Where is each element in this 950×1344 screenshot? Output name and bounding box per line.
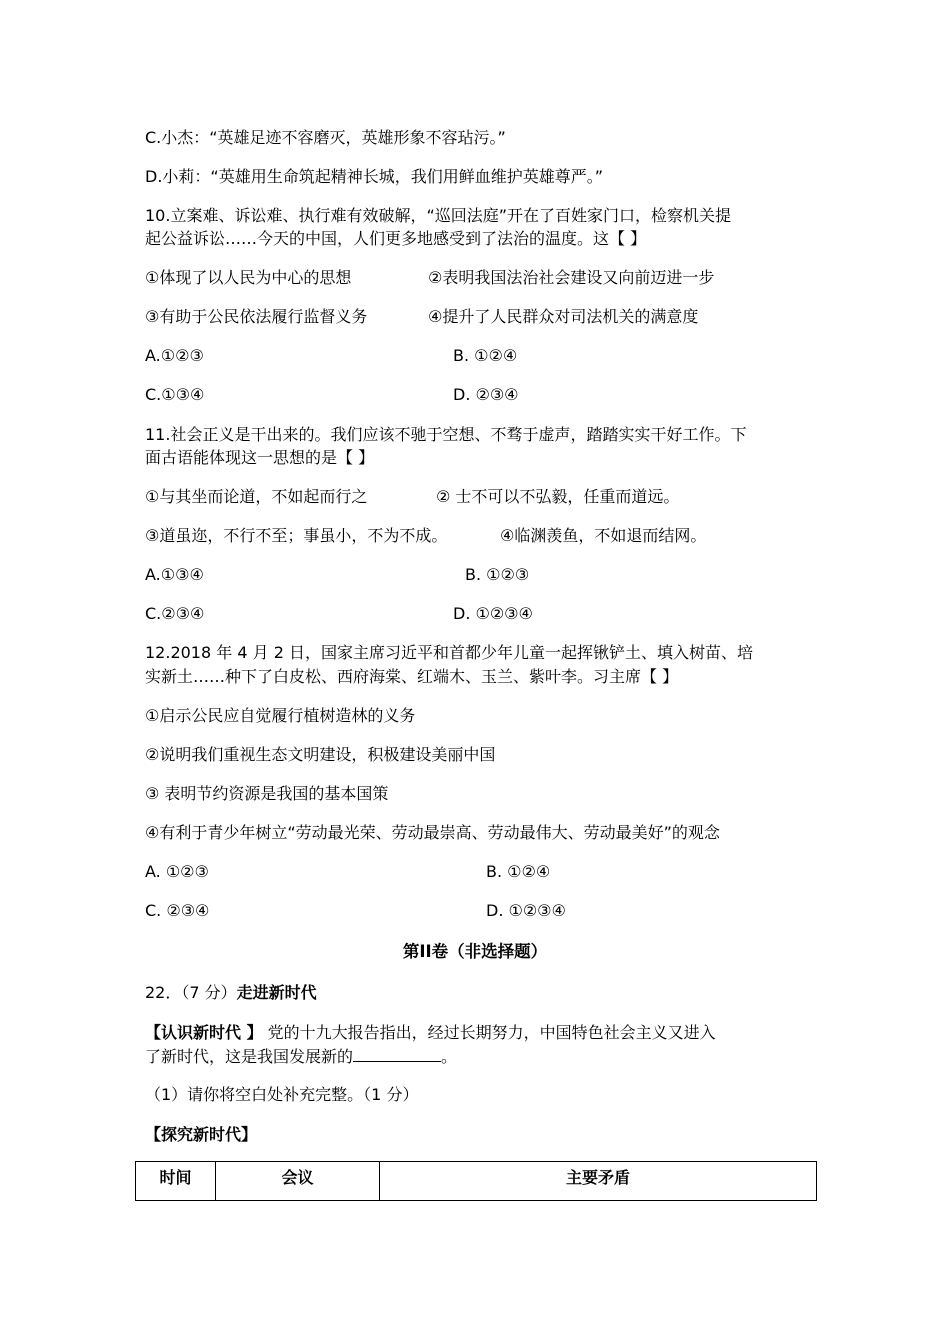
header-meeting: 会议 [216,1162,380,1201]
choice-d: D. ①②③④ [453,604,533,623]
intro-text-after-blank: 。 [441,1047,458,1066]
section-tag-explore: 【探究新时代】 [145,1125,258,1144]
section-tag-recognize: 【认识新时代 】 [145,1023,263,1042]
question-11-choices-row2 [145,603,533,625]
question-22-intro-line1 [145,1022,716,1044]
choice-c: C. ②③④ [145,901,210,920]
choice-a: A. ①②③ [145,862,209,881]
question-12-choices-row1 [145,861,551,883]
question-10-choices-row1 [145,345,518,367]
header-time: 时间 [136,1162,216,1201]
question-22-title: 走进新时代 [236,983,317,1002]
choice-d: D. ②③④ [453,385,519,404]
question-12-stem-line2: 实新土……种下了白皮松、西府海棠、红端木、玉兰、紫叶李。习主席【 】 [145,667,679,686]
question-12-stem-line1: 12.2018 年 4 月 2 日，国家主席习近平和首都少年儿童一起挥锹铲土、填入树苗、培 [145,643,753,662]
choice-c: C.①③④ [145,385,205,404]
statement-2: ② 士不可以不弘毅，任重而道远。 [436,487,680,506]
question-10-choices-row2 [145,384,519,406]
choice-a: A.①③④ [145,565,204,584]
question-22-heading [145,982,317,1004]
statement-3: ③道虽迩，不行不至；事虽小，不为不成。 [145,526,448,545]
question-12-choices-row2 [145,900,566,922]
question-11-stem-line1: 11.社会正义是干出来的。我们应该不驰于空想、不骛于虚声，踏踏实实干好工作。下 [145,425,747,444]
question-12-statement-1: ①启示公民应自觉履行植树造林的义务 [145,706,416,725]
statement-2: ②表明我国法治社会建设又向前迈进一步 [428,268,715,287]
section-title: 第II卷（非选择题） [402,942,548,961]
choice-b: B. ①②④ [486,862,551,881]
question-12-statement-3: ③ 表明节约资源是我国的基本国策 [145,784,389,803]
question-10-stem-line2: 起公益诉讼……今天的中国，人们更多地感受到了法治的温度。这【 】 [145,229,647,248]
option-c-xiaojie: C.小杰：“英雄足迹不容磨灭，英雄形象不容玷污。” [145,128,506,147]
choice-b: B. ①②③ [465,565,530,584]
choice-d: D. ①②③④ [486,901,566,920]
option-d-xiaoli: D.小莉：“英雄用生命筑起精神长城，我们用鲜血维护英雄尊严。” [145,167,603,186]
question-12-statement-4: ④有利于青少年树立“劳动最光荣、劳动最崇高、劳动最伟大、劳动最美好”的观念 [145,823,720,842]
statement-1: ①与其坐而论道，不如起而行之 [145,487,368,506]
choice-c: C.②③④ [145,604,205,623]
intro-text: 党的十九大报告指出，经过长期努力，中国特色社会主义又进入 [262,1023,716,1042]
statement-3: ③有助于公民依法履行监督义务 [145,307,368,326]
question-11-choices-row1 [145,564,530,586]
choice-a: A.①②③ [145,346,204,365]
question-22-intro-line2 [145,1045,457,1068]
statement-4: ④提升了人民群众对司法机关的满意度 [428,307,699,326]
question-10-statements-row2 [145,306,699,328]
explore-table [135,1161,817,1201]
intro-text-before-blank: 了新时代，这是我国发展新的 [145,1047,354,1066]
question-12-statement-2: ②说明我们重视生态文明建设，积极建设美丽中国 [145,745,496,764]
choice-b: B. ①②④ [453,346,518,365]
question-11-stem-line2: 面古语能体现这一思想的是【 】 [145,448,375,467]
question-22-sub-1: （1）请你将空白处补充完整。（1 分） [145,1085,419,1104]
question-11-statements-row1 [145,486,680,508]
question-22-number: 22．（7 分） [145,983,237,1002]
table-header-row [136,1162,817,1201]
statement-1: ①体现了以人民为中心的思想 [145,268,352,287]
fill-in-blank[interactable] [353,1045,441,1062]
header-main-contradiction: 主要矛盾 [380,1162,817,1201]
question-10-stem-line1: 10.立案难、诉讼难、执行难有效破解，“巡回法庭”开在了百姓家门口，检察机关提 [145,206,732,225]
question-10-statements-row1 [145,267,715,289]
statement-4: ④临渊羡鱼，不如退而结网。 [500,526,707,545]
question-11-statements-row2 [145,525,707,547]
